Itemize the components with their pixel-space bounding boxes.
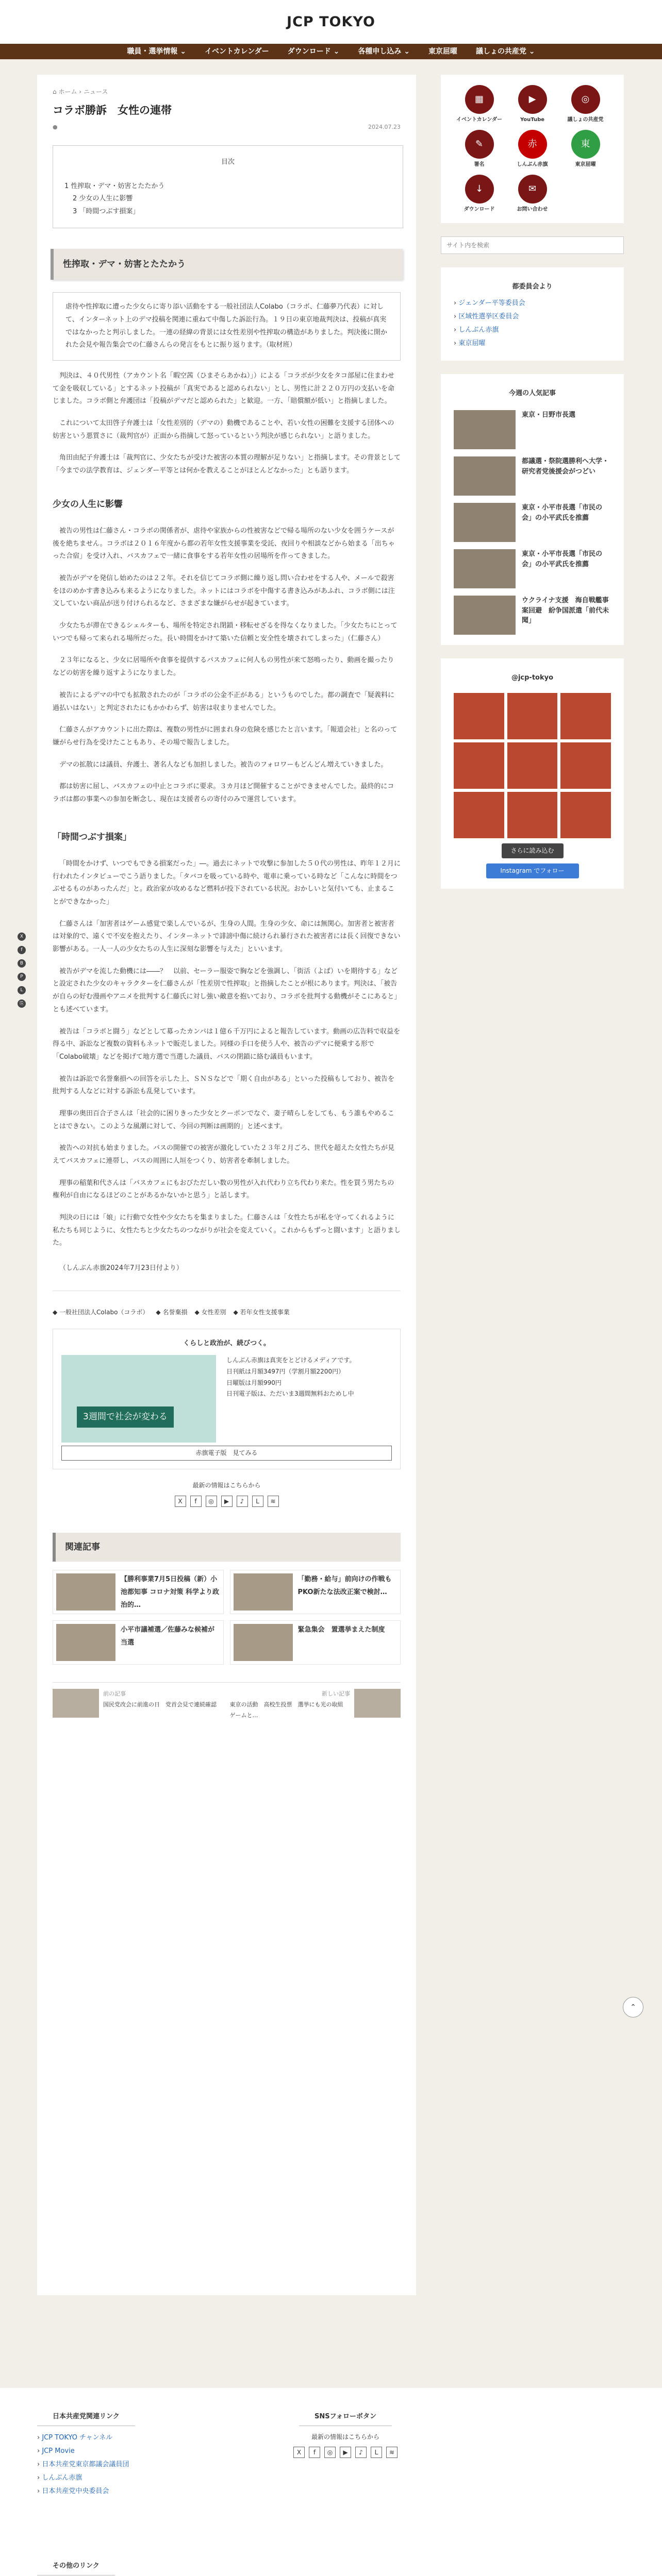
next-label: 新しい記事 bbox=[322, 1690, 350, 1698]
thumbnail bbox=[454, 410, 516, 449]
promo-text: 日曜版は月額990円 bbox=[226, 1379, 282, 1386]
menu-item[interactable] bbox=[456, 130, 503, 168]
lead-box: 虐待や性搾取に遭った少女らに寄り添い活動をする一般社団法人Colabo（コラボ、仁藤夢乃代表）に対して、インターネット上のデマ投稿を関連に重ねて中傷した訴訟行為。１９日の東京地裁判決は、投稿が真実ではなかったと判示しました。一連の経緯の背景には女性差別や性搾取の構造がありました。判決後に開かれた会見や報告集会での仁藤さんらの発言をもとに振り返ります。（取材班） bbox=[53, 292, 401, 361]
prev-title: 国民党改会に前進の日 党首会見で連続確認 bbox=[103, 1701, 217, 1708]
paragraph: 判決は、４０代男性（アカウント名「暇空茜（ひまそらあかね）」）による「コラボが少女をタコ部屋に住まわせて金を吸収している」とするネット投稿が「真実であると認められない」とし、男性に計２２０万円の支払いを命じました。コラボ側と弁護団は「投稿がデマだと認められた」と歓迎。一方、「賠償額が低い」と指摘しました。 bbox=[53, 371, 395, 405]
menu-label: 署名 bbox=[474, 162, 485, 167]
promo-button[interactable]: 赤旗電子版 見てみる bbox=[61, 1446, 392, 1461]
mail-icon: ✉ bbox=[518, 175, 547, 204]
link-text[interactable]: 東京屈曜 bbox=[458, 339, 486, 347]
popular-title: 都議選・祭院選勝利へ大学・研究者党後援会がつどい bbox=[522, 457, 609, 476]
facebook-icon[interactable]: f bbox=[190, 1496, 202, 1507]
akahata-icon: 赤 bbox=[518, 130, 547, 159]
toc-item[interactable]: 1 性搾取・デマ・妨害とたたかう bbox=[64, 182, 165, 190]
line-icon[interactable]: L bbox=[371, 2447, 382, 2458]
toc-item[interactable]: 3 「時間つぶす損案」 bbox=[73, 208, 140, 216]
related-grid bbox=[53, 1570, 401, 1665]
thumbnail bbox=[56, 1573, 115, 1611]
paragraph: 都は妨害に屈し、バスカフェの中止とコラボに要求。３カ月ほど開催することができませんでした。最終的にコラボは都の事業への参加を断念し、現在は支援者らの寄付のみで運営しています。 bbox=[53, 783, 394, 803]
footer-title: SNSフォローボタン bbox=[299, 2409, 392, 2426]
scroll-top-button[interactable] bbox=[623, 1997, 643, 2018]
promo-banner[interactable] bbox=[61, 1355, 216, 1443]
instagram-post[interactable] bbox=[560, 742, 611, 789]
footer-title: 日本共産党関連リンク bbox=[37, 2409, 135, 2426]
youtube-icon[interactable]: ▶ bbox=[340, 2447, 351, 2458]
party-icon: ◎ bbox=[571, 85, 600, 114]
footer-title: その他のリンク bbox=[37, 2558, 115, 2575]
footer-link[interactable]: JCP TOKYO チャンネル bbox=[42, 2433, 113, 2442]
follow-text: 最新の情報はこちらから bbox=[311, 2433, 379, 2441]
load-more-button[interactable]: さらに読み込む bbox=[502, 843, 564, 858]
instagram-post[interactable] bbox=[560, 792, 611, 838]
nav-item[interactable]: イベントカレンダー bbox=[205, 47, 269, 56]
toc-title: 目次 bbox=[221, 158, 235, 166]
tag-list bbox=[53, 1307, 401, 1318]
card-title: 緊急集会 置選挙まえた制度 bbox=[297, 1626, 385, 1634]
breadcrumb-news[interactable]: ニュース bbox=[83, 88, 108, 95]
thumbnail bbox=[234, 1624, 293, 1661]
popular-title: 東京・小平市長選「市民の会」の小平武氏を推薦 bbox=[522, 550, 603, 568]
instagram-post[interactable] bbox=[560, 693, 611, 739]
link-text[interactable]: 区域性選挙区委員会 bbox=[458, 312, 519, 320]
site-logo[interactable]: JCP TOKYO bbox=[287, 13, 375, 30]
paragraph: 被告がデマを発信し始めたのは２２年。それを信じてコラボ側に繰り返し問い合わせをする人や、メールで殺害をほのめかす書き込みも来るようになりました。ネットにはコラボを中傷する書き込みがあふれ、コラボ側には注文していない商品が送り付けられるなど、さまざまな嫌がらせが起きています。 bbox=[53, 574, 395, 608]
paragraph: 理事の稲葉和代さんは「バスカフェにもおびただしい数の男性が入れ代わり立ち代わり来た。性を買う男たちの権利が自由になるほどのことがあるかないかと思う」と話します。 bbox=[53, 1179, 394, 1200]
tag-label: 若年女性支援事業 bbox=[240, 1308, 290, 1316]
signature-icon: ✎ bbox=[465, 130, 494, 159]
card-title: 【勝利事業7月5日投稿（新）小池都知事 コロナ対策 科学より政治的… bbox=[121, 1575, 220, 1609]
nav-item[interactable]: ダウンロード ⌄ bbox=[287, 47, 340, 56]
tokyo-icon: 東 bbox=[571, 130, 600, 159]
menu-label: 東京屈曜 bbox=[575, 162, 596, 167]
promo-banner-text: 3週間で社会が変わる bbox=[77, 1406, 174, 1427]
toc-item[interactable]: 2 少女の人生に影響 bbox=[73, 195, 133, 203]
popular-item[interactable] bbox=[454, 549, 611, 588]
x-icon[interactable]: X bbox=[18, 933, 26, 941]
paragraph: 被告は訴訟で名誉棄損への回答を示した上、ＳＮＳなどで「期く自由がある」といった投稿もしており、被告を批判する人などに対する訴訟も乱発しています。 bbox=[53, 1075, 395, 1096]
promo-text: しんぶん赤旗は真実をとどけるメディアです。 bbox=[226, 1357, 356, 1364]
subsection-heading: 少女の人生に影響 bbox=[53, 499, 123, 510]
download-icon: ↓ bbox=[465, 175, 494, 204]
subsection-heading: 「時間つぶす損案」 bbox=[53, 832, 131, 842]
publish-date: 2024.07.23 bbox=[368, 124, 401, 131]
menu-label: しんぶん赤旗 bbox=[517, 162, 548, 167]
tag[interactable] bbox=[194, 1307, 226, 1318]
popular-item[interactable] bbox=[454, 410, 611, 449]
breadcrumb-home[interactable]: ホーム bbox=[58, 88, 77, 95]
menu-label: 議しょの共産党 bbox=[567, 117, 604, 123]
home-icon[interactable]: ⌂ bbox=[53, 88, 57, 95]
line-icon[interactable]: L bbox=[18, 986, 26, 994]
chevron-up-icon: ⌃ bbox=[630, 2003, 636, 2011]
menu-item[interactable] bbox=[562, 85, 609, 123]
rss-icon[interactable]: ≋ bbox=[268, 1496, 279, 1507]
icon-menu bbox=[441, 75, 624, 223]
prev-next-nav bbox=[53, 1682, 401, 1721]
popular-title: ウクライナ支援 海自戦艦事案回避 紛争国派遣「前代未聞」 bbox=[522, 597, 609, 625]
card-title: 小平市議補選／佐藤みな候補が当選 bbox=[121, 1626, 215, 1647]
menu-item[interactable] bbox=[509, 175, 556, 213]
popular-item[interactable] bbox=[454, 596, 611, 635]
nav-item[interactable]: 各種申し込み ⌄ bbox=[358, 47, 410, 56]
tag-icon: ◆ bbox=[194, 1308, 202, 1316]
footer-link[interactable]: 日本共産党東京都議会議員団 bbox=[42, 2460, 129, 2468]
instagram-widget bbox=[441, 658, 624, 888]
nav-item[interactable]: 職員・選挙情報 ⌄ bbox=[127, 47, 187, 56]
instagram-icon[interactable]: ◎ bbox=[206, 1496, 217, 1507]
promo-text: 日刊紙は月額3497円（学割月額2200円） bbox=[226, 1367, 345, 1375]
paragraph: ２３年になると、少女に居場所や食事を提供するバスカフェに何人もの男性が来て怒鳴ったり、動画を撮ったりなどの妨害を繰り返すようになりました。 bbox=[53, 656, 394, 677]
article-meta bbox=[53, 122, 401, 133]
paragraph: 被告の男性は仁藤さん・コラボの関係者が、虐待や家族からの性被害などで帰る場所のない少女を囲うケースが後を絶ちません。コラボは２０１６年度から都の若年女性支援事業を受託、夜回りや相談などから始まる「出ちゃった合宿」を受け入れ、バスカフェで一緒に食事をする若年女性の居場所を作ってきました。 bbox=[53, 527, 395, 561]
instagram-post[interactable] bbox=[454, 742, 504, 789]
menu-label: イベントカレンダー bbox=[456, 117, 503, 123]
youtube-icon: ▶ bbox=[518, 85, 547, 114]
tag-icon: ◆ bbox=[53, 1308, 60, 1316]
facebook-icon[interactable]: f bbox=[309, 2447, 320, 2458]
related-card[interactable] bbox=[53, 1570, 224, 1614]
search-input[interactable] bbox=[441, 236, 624, 254]
global-nav bbox=[0, 44, 662, 59]
sns-icons bbox=[268, 2447, 423, 2458]
menu-item[interactable] bbox=[509, 130, 556, 168]
footer-link[interactable]: 日本共産党中央委員会 bbox=[42, 2487, 109, 2495]
breadcrumb bbox=[53, 86, 401, 98]
breadcrumb-separator: › bbox=[79, 88, 82, 95]
next-title: 東京の活動 高校生投票 選挙にも光の取組 ゲームと… bbox=[229, 1701, 349, 1719]
youtube-icon[interactable]: ▶ bbox=[221, 1496, 233, 1507]
paragraph: 角田由紀子弁護士は「裁判官に、少女たちが受けた被害の本質の理解が足りない」と指摘します。その背景として「今までの法学教育は、ジェンダー平等とは何かを教えることがほとんどなかった」とも語ります。 bbox=[53, 454, 401, 474]
sns-icons bbox=[53, 1496, 401, 1507]
akahata-promo bbox=[53, 1329, 401, 1469]
widget-title: 今週の人気記事 bbox=[508, 389, 556, 397]
tag[interactable] bbox=[156, 1307, 187, 1318]
tag-label: 名誉棄損 bbox=[162, 1308, 188, 1316]
widget-link[interactable]: › ジェンダー平等委員会 bbox=[454, 299, 525, 307]
widget-title: @jcp-tokyo bbox=[511, 674, 554, 682]
tag[interactable] bbox=[53, 1307, 148, 1318]
paragraph: 理事の奥田百合子さんは「社会的に困りきった少女とクーポンでなぐ、妻子晴らしをしても、もう誰もやめることはできない。このような風潮に対して、今回の判断は画期的」と述べます。 bbox=[53, 1109, 394, 1130]
popular-widget bbox=[441, 374, 624, 646]
widget-link[interactable]: › 区域性選挙区委員会 bbox=[454, 312, 519, 320]
next-article[interactable] bbox=[230, 1689, 401, 1721]
related-card[interactable] bbox=[230, 1620, 401, 1665]
footer-link[interactable]: JCP Movie bbox=[42, 2447, 75, 2455]
instagram-grid bbox=[454, 693, 611, 838]
thumbnail bbox=[454, 549, 516, 588]
promo-title: くらしと政治が、続びつく。 bbox=[183, 1339, 270, 1347]
site-footer: 日本共産党関連リンク › JCP TOKYO チャンネル › JCP Movie › 日本共産党東京都議会議員団 › しんぶん赤旗 › 日本共産党中央委員会 SNSフォローボタン 最新の情報はこちらから X f ◎ ▶ ♪ L ≋ その他のリンク bbox=[0, 2388, 662, 2576]
author-icon: ● bbox=[53, 124, 58, 131]
paragraph: これについて太田啓子弁護士は「女性差別的（デマの）動機であることや、若い女性の困難を支援する団体への妨害という悪質さに（裁判官が）正面から指摘して怒っているという判決が感じられない」と語りました。 bbox=[53, 419, 394, 440]
tag[interactable] bbox=[234, 1307, 290, 1318]
thumbnail bbox=[354, 1689, 401, 1718]
tag-label: 一般社団法人Colabo（コラボ） bbox=[59, 1308, 149, 1316]
copy-link-icon[interactable]: ⎘ bbox=[18, 999, 26, 1008]
hatena-icon[interactable]: B bbox=[18, 959, 26, 968]
thumbnail bbox=[53, 1689, 99, 1718]
table-of-contents bbox=[53, 145, 403, 228]
section-heading: 性搾取・デマ・妨害とたたかう bbox=[51, 249, 403, 280]
card-title: 「勤務・給与」前向けの作戦も PKO新たな法改正案で検討… bbox=[297, 1575, 399, 1596]
thumbnail bbox=[56, 1624, 115, 1661]
share-bar bbox=[18, 933, 26, 1008]
facebook-icon[interactable]: f bbox=[18, 946, 26, 954]
thumbnail bbox=[454, 456, 516, 496]
widget-link[interactable]: › 東京屈曜 bbox=[454, 339, 486, 347]
promo-text: 日刊電子版は、ただいま3週間無料おためし中 bbox=[226, 1390, 354, 1398]
widget-link[interactable]: › しんぶん赤旗 bbox=[454, 326, 499, 334]
paragraph: 仁藤さんは「加害者はゲーム感覚で楽しんでいるが、生身の人間。生身の少女、命には無関心。加害者と被害者は対象的で、遠くで不安を抱えたり、インターネットで誹謗中傷に続けられ暴行された被害者には長く回復できない影響がある。一人一人の少女たちの人生に深刻な影響を与えた」といいます。 bbox=[53, 920, 401, 954]
nav-item[interactable]: 東京屈曜 bbox=[428, 47, 457, 56]
instagram-post[interactable] bbox=[454, 792, 504, 838]
paragraph: 被告への対抗も始まりました。バスの開催での被害が激化していた２３年２月ごろ、世代を超えた女性たちが見えてバスカフェに連帯し、バスの周囲に人垣をつくり、妨害者を牽制しました。 bbox=[53, 1144, 395, 1165]
x-icon[interactable]: X bbox=[293, 2447, 305, 2458]
thumbnail bbox=[454, 503, 516, 542]
tiktok-icon[interactable]: ♪ bbox=[237, 1496, 248, 1507]
instagram-post[interactable] bbox=[507, 742, 558, 789]
follow-text: 最新の情報はこちらから bbox=[192, 1482, 261, 1489]
instagram-post[interactable] bbox=[507, 693, 558, 739]
paragraph: 被告によるデマの中でも拡散されたのが「コラボの公金不正がある」というものでした。都の調査で「疑義料に過払いはない」と判定されたにもかかわらず、妨害は収まりませんでした。 bbox=[53, 691, 395, 712]
menu-label: ダウンロード bbox=[464, 207, 495, 212]
prev-label: 前の記事 bbox=[103, 1690, 126, 1698]
paragraph: 被告は「コラボと闘う」などとして募ったカンパは１億６千万円によると報告しています。動画の広告料で収益を得る中、訴訟など複数の資料もネットで販売しました。同様の手口を使う人や、被告のデマに便乗する形で「Colabo破壊」などを掲げて地方選で当選した議員、バスの閉鎖に絡む議員もいます。 bbox=[53, 1027, 401, 1061]
menu-item[interactable] bbox=[562, 130, 609, 168]
paragraph: 被告がデマを流した動機には――？ 以前、セーラー服姿で胸などを強調し、「街活（よば）いを期待する」などと設定された少女のキャラクターを仁藤さんが「性差別で性搾取」と指摘したことが根にあります。判決は、「被告が自らの好む漫画やアニメを批判する仁藤氏に対し強い敵意を抱いており、コラボを批判する動機がそこにあると」とも述べています。 bbox=[53, 967, 398, 1013]
tag-label: 女性差別 bbox=[201, 1308, 226, 1316]
site-header bbox=[0, 0, 662, 44]
links-widget bbox=[441, 267, 624, 361]
popular-title: 東京・日野市長選 bbox=[522, 411, 576, 419]
related-card[interactable] bbox=[230, 1570, 401, 1614]
rss-icon[interactable]: ≋ bbox=[386, 2447, 398, 2458]
tag-icon: ◆ bbox=[156, 1308, 163, 1316]
popular-title: 東京・小平市長選「市民の会」の小平武氏を推薦 bbox=[522, 504, 603, 522]
link-text[interactable]: しんぶん赤旗 bbox=[458, 326, 499, 334]
menu-item[interactable] bbox=[509, 85, 556, 123]
sidebar bbox=[441, 75, 624, 902]
widget-title: 都委員会より bbox=[512, 283, 553, 291]
paragraph: 仁藤さんがアカウントに出た際は、複数の男性がに囲まれ身の危険を感じたと言います。「報道会社」と名のって嫌がらせ行為を受けたこともあり、その場で報告しました。 bbox=[53, 726, 398, 747]
footer-link[interactable]: しんぶん赤旗 bbox=[42, 2473, 82, 2482]
related-card[interactable] bbox=[53, 1620, 224, 1665]
link-text[interactable]: ジェンダー平等委員会 bbox=[458, 299, 525, 307]
related-heading: 関連記事 bbox=[53, 1533, 401, 1562]
menu-item[interactable] bbox=[456, 175, 503, 213]
paragraph: 判決の日には「娘」に行動で女性や少女たちを集まりました。仁藤さんは「女性たちが私を守ってくれるように私たちも同じように、女性たちと少女たちのつながりが社会を変えていく。これからもずっと闘います」と語りました。 bbox=[53, 1214, 401, 1247]
x-icon[interactable]: X bbox=[175, 1496, 186, 1507]
instagram-post[interactable] bbox=[454, 693, 504, 739]
thumbnail bbox=[234, 1573, 293, 1611]
calendar-icon: ▦ bbox=[465, 85, 494, 114]
thumbnail bbox=[454, 596, 516, 635]
popular-item[interactable] bbox=[454, 456, 611, 496]
instagram-icon[interactable]: ◎ bbox=[324, 2447, 336, 2458]
tiktok-icon[interactable]: ♪ bbox=[355, 2447, 367, 2458]
tag-icon: ◆ bbox=[233, 1308, 240, 1316]
instagram-follow-button[interactable]: Instagram でフォロー bbox=[486, 863, 579, 878]
menu-label: YouTube bbox=[520, 117, 545, 123]
article-main bbox=[37, 75, 416, 2295]
paragraph: 「時間をかけず、いつでもできる損案だった」―。過去にネットで攻撃に参加した５０代の男性は、昨年１２月に行われたインタビューでこう語りました。「タバコを吸っている時や、電車に乗っている時など「こんなに時間をつぶせるものがあったんだ」と。政治家が攻めるなど燃料が投下されている状況。おかしいと気付いても、止まることができなかった」 bbox=[53, 859, 401, 906]
nav-item[interactable]: 議しょの共産党 ⌄ bbox=[475, 47, 535, 56]
paragraph: 少女たちが滞在できるシェルターも、場所を特定され閉鎖・移転せざるを得なくなりました。「少女たちにとっていつでも帰って来られる場所だった。長い時間をかけて築いた信頼と安全性を壊されてしまった」（仁藤さん） bbox=[53, 622, 398, 642]
page-title: コラボ勝訴 女性の連帯 bbox=[53, 104, 172, 116]
paragraph: デマの拡散には議員、弁護士、著名人なども加担しました。被告のフォロワーもどんどん増えていきました。 bbox=[59, 760, 388, 769]
prev-article[interactable] bbox=[53, 1689, 224, 1721]
menu-label: お問い合わせ bbox=[517, 207, 548, 212]
popular-item[interactable] bbox=[454, 503, 611, 542]
line-icon[interactable]: L bbox=[252, 1496, 263, 1507]
pocket-icon[interactable]: P bbox=[18, 973, 26, 981]
instagram-post[interactable] bbox=[507, 792, 558, 838]
source-note: （しんぶん赤旗2024年7月23日付より） bbox=[59, 1264, 183, 1273]
menu-item[interactable] bbox=[456, 85, 503, 123]
